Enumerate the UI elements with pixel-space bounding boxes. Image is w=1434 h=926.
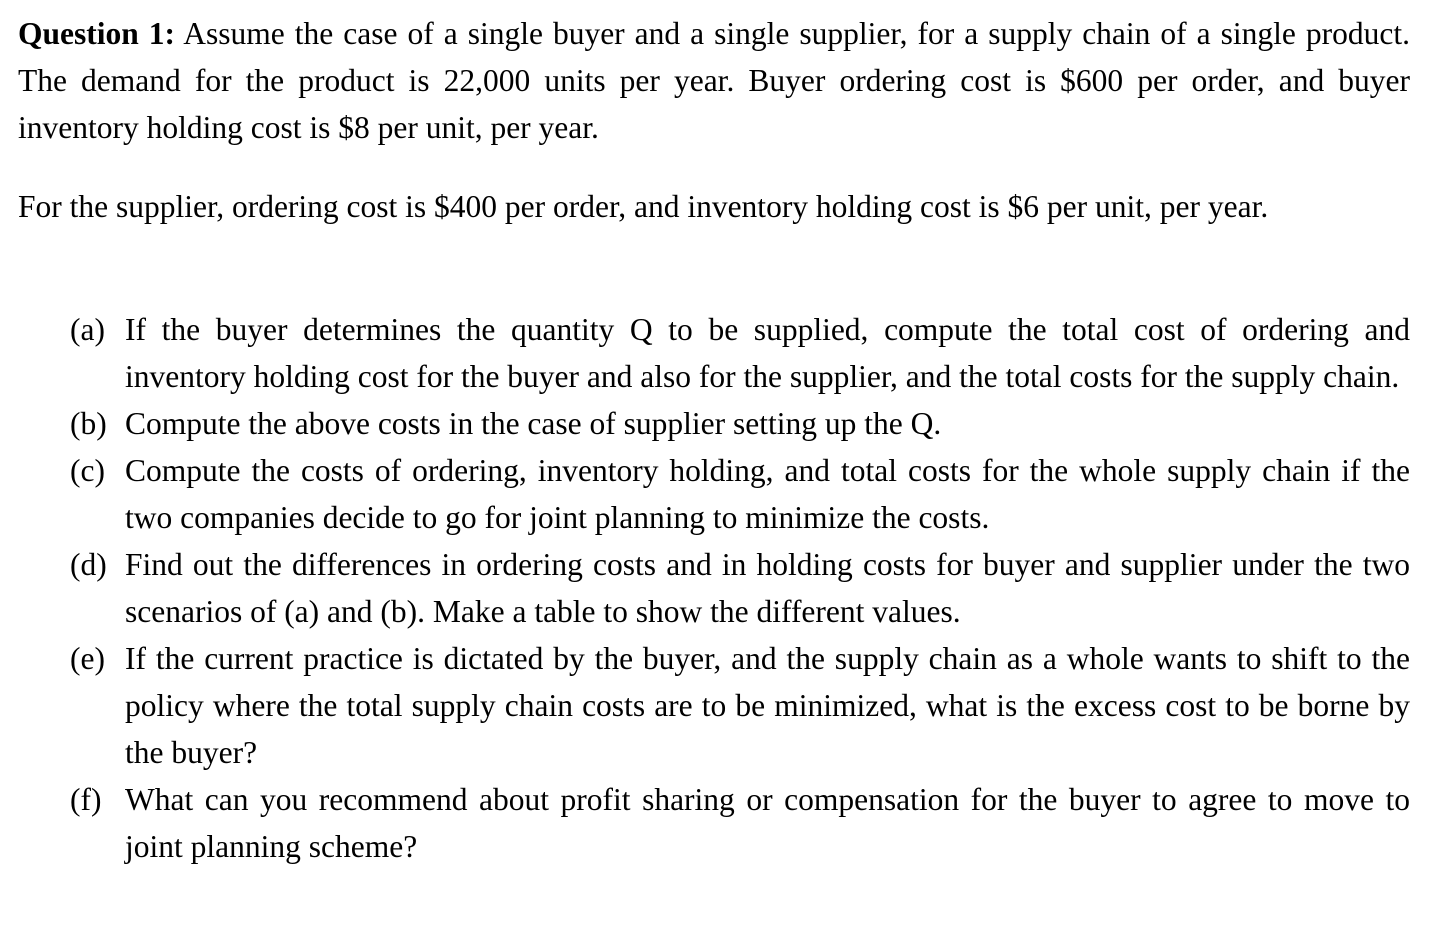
part-text: Compute the costs of ordering, inventory holding, and total costs for the whole supply chain if the two companies decide to go for joint planning to minimize the costs. xyxy=(125,453,1410,535)
question-label: Question 1: xyxy=(18,16,176,51)
question-parts-list xyxy=(70,306,1410,870)
part-marker: (c) xyxy=(70,453,105,488)
supplier-paragraph: For the supplier, ordering cost is $400 per order, and inventory holding cost is $6 per unit, per year. xyxy=(18,189,1269,224)
part-text: Find out the differences in ordering costs and in holding costs for buyer and supplier under the two scenarios of (a) and (b). Make a table to show the different values. xyxy=(125,547,1410,629)
part-marker: (d) xyxy=(70,547,107,582)
question-part-b xyxy=(70,400,1410,447)
part-text: If the current practice is dictated by the buyer, and the supply chain as a whole wants to shift to the policy where the total supply chain costs are to be minimized, what is the excess cost to be borne by the buyer? xyxy=(125,641,1410,770)
question-intro-paragraph xyxy=(18,10,1410,151)
question-part-d xyxy=(70,541,1410,635)
part-marker: (b) xyxy=(70,406,107,441)
part-marker: (f) xyxy=(70,782,102,817)
question-part-a xyxy=(70,306,1410,400)
question-part-e xyxy=(70,635,1410,776)
part-text: What can you recommend about profit sharing or compensation for the buyer to agree to move to joint planning scheme? xyxy=(125,782,1410,864)
part-text: Compute the above costs in the case of supplier setting up the Q. xyxy=(125,406,942,441)
question-intro-text: Assume the case of a single buyer and a single supplier, for a supply chain of a single product. The demand for the product is 22,000 units per year. Buyer ordering cost is $600 per order, and buyer inventory holding cost is $8 per unit, per year. xyxy=(18,16,1410,145)
question-part-c xyxy=(70,447,1410,541)
part-marker: (e) xyxy=(70,641,105,676)
part-marker: (a) xyxy=(70,312,105,347)
part-text: If the buyer determines the quantity Q to be supplied, compute the total cost of ordering and inventory holding cost for the buyer and also for the supplier, and the total costs for the supply chain. xyxy=(125,312,1410,394)
question-part-f xyxy=(70,776,1410,870)
